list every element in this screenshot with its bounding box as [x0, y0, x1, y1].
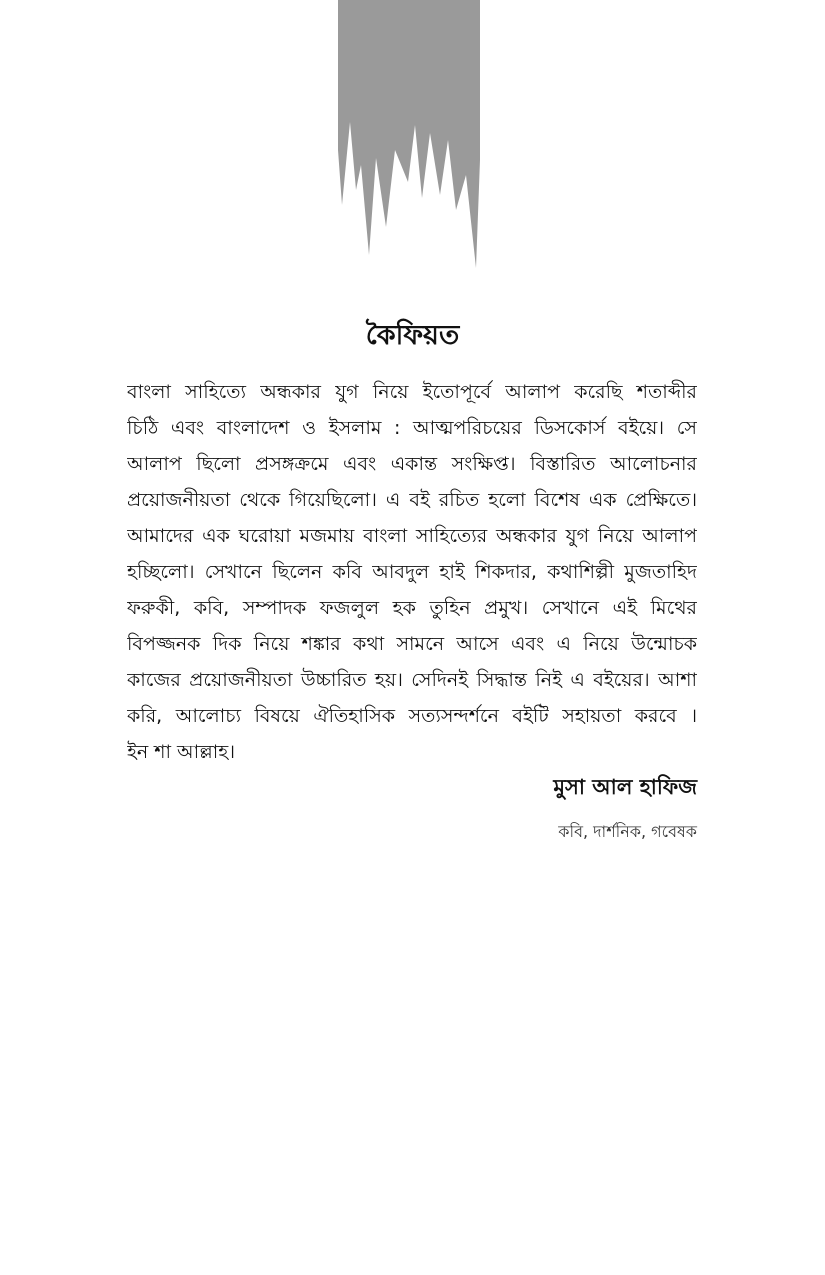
body-line: বিপজ্জনক দিক নিয়ে শঙ্কার কথা সামনে আসে এবং এ নিয়ে উন্মোচক [127, 633, 697, 655]
body-line: কাজের প্রয়োজনীয়তা উচ্চারিত হয়। সেদিনই সিদ্ধান্ত নিই এ বইয়ের। আশা [127, 669, 697, 691]
author-role: কবি, দার্শনিক, গবেষক [558, 822, 697, 841]
body-line: হচ্ছিলো। সেখানে ছিলেন কবি আবদুল হাই শিকদার, কথাশিল্পী মুজতাহিদ [127, 561, 697, 583]
page-title: কৈফিয়ত [365, 320, 460, 351]
body-line: প্রয়োজনীয়তা থেকে গিয়েছিলো। এ বই রচিত হলো বিশেষ এক প্রেক্ষিতে। [127, 489, 697, 511]
body-line: ইন শা আল্লাহ। [127, 741, 236, 763]
decorative-icicle-ornament [338, 0, 480, 270]
body-line: ফরুকী, কবি, সম্পাদক ফজলুল হক তুহিন প্রমুখ। সেখানে এই মিথের [127, 597, 697, 619]
body-line: চিঠি এবং বাংলাদেশ ও ইসলাম : আত্মপরিচয়ের ডিসকোর্স বইয়ে। সে [127, 417, 697, 439]
author-signature: মুসা আল হাফিজ [553, 775, 697, 799]
body-line: আমাদের এক ঘরোয়া মজমায় বাংলা সাহিত্যের অন্ধকার যুগ নিয়ে আলাপ [127, 525, 697, 547]
body-line: আলাপ ছিলো প্রসঙ্গক্রমে এবং একান্ত সংক্ষিপ্ত। বিস্তারিত আলোচনার [127, 453, 697, 475]
body-line: বাংলা সাহিত্যে অন্ধকার যুগ নিয়ে ইতোপূর্বে আলাপ করেছি শতাব্দীর [127, 381, 697, 403]
preface-body [127, 374, 697, 770]
body-line: করি, আলোচ্য বিষয়ে ঐতিহাসিক সত্যসন্দর্শনে বইটি সহায়তা করবে । [127, 705, 697, 727]
